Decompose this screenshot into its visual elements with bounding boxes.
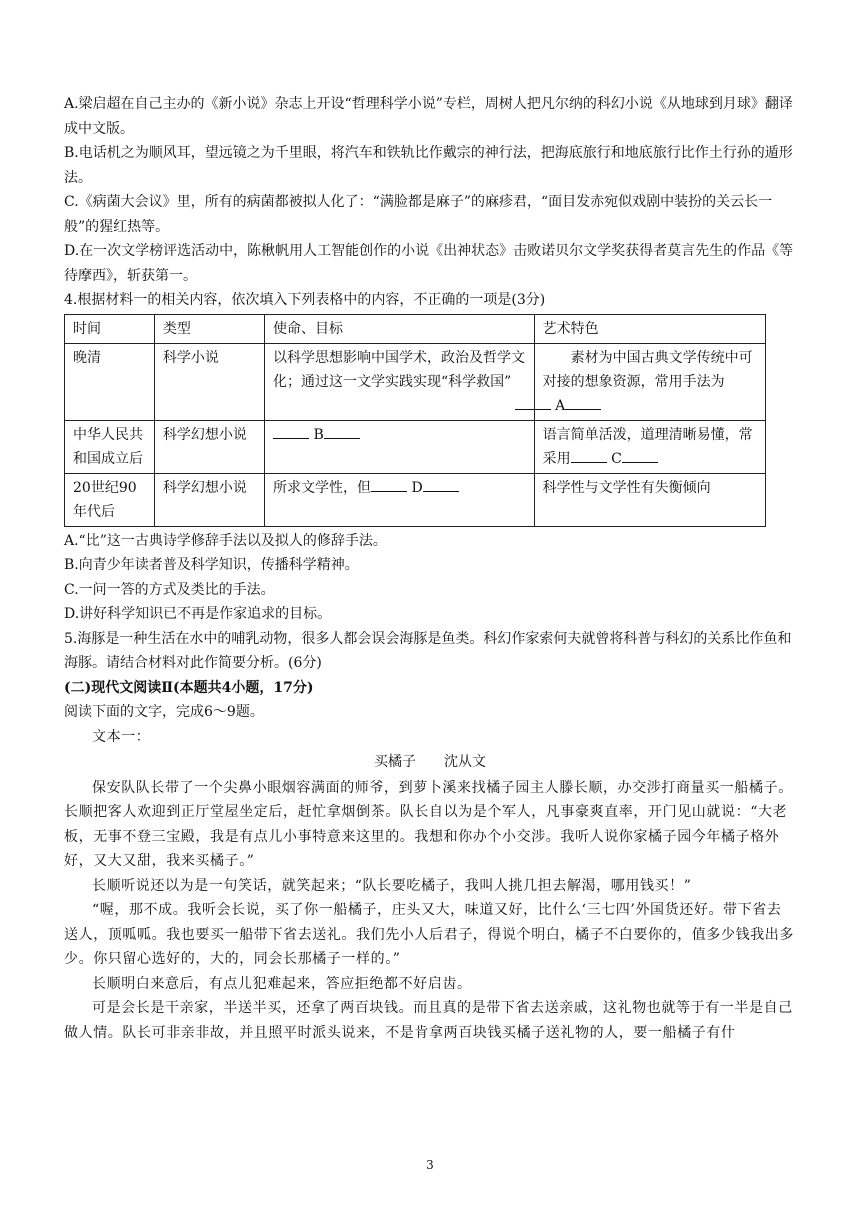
table-cell: 中华人民共和国成立后 [65, 420, 155, 473]
q4-option-b: B.向青少年读者普及科学知识，传播科学精神。 [64, 557, 359, 573]
table-cell: 科学幻想小说 [154, 420, 264, 473]
blank-line [565, 394, 601, 410]
blank-line [273, 423, 309, 439]
q4-option-a: A.“比”这一古典诗学修辞手法以及拟人的修辞手法。 [64, 532, 387, 549]
blank-label-a: A [555, 397, 566, 414]
blank-line [571, 447, 607, 463]
q4-table [64, 314, 766, 527]
story-paragraph: 保安队队长带了一个尖鼻小眼烟容满面的师爷，到萝卜溪来找橘子园主人滕长顺，办交涉打商量买一船橘子。长顺把客人欢迎到正厅堂屋坐定后，赶忙拿烟倒茶。队长自以为是个军人，凡事豪爽直率，开门见山就说：“大老板，无事不登三宝殿，我是有点儿小事特意来这里的。我想和你办个小交涉。我听人说你家橘子园今年橘子格外好，又大又甜，我来买橘子。” [64, 779, 793, 869]
q3-option-a: A.梁启超在自己主办的《新小说》杂志上开设“哲理科学小说”专栏，周树人把凡尔纳的科幻小说《从地球到月球》翻译成中文版。 [64, 96, 793, 137]
table-header-cell: 类型 [154, 314, 264, 343]
table-row [65, 420, 766, 473]
table-cell: 科学小说 [154, 343, 264, 420]
story-title: 买橘子 沈从文 [374, 754, 486, 770]
text-label: 文本一： [92, 728, 151, 745]
table-cell: 晚清 [65, 343, 155, 420]
document-page [64, 92, 796, 1045]
table-cell [534, 420, 765, 473]
table-header-cell: 艺术特色 [534, 314, 765, 343]
feature-text: 语言简单活泼，道理清晰易懂，常采用 [542, 426, 753, 467]
question-5: 5.海豚是一种生活在水中的哺乳动物，很多人都会误会海豚是鱼类。科幻作家索何夫就曾将科普与科幻的关系比作鱼和海豚。请结合材料对此作简要分析。(6分) [64, 630, 792, 671]
story-paragraph: “喔，那不成。我听会长说，买了你一船橘子，庄头又大，味道又好，比什么‘三七四’外国货还好。带下省去送人，顶呱呱。我也要买一船带下省去送礼。我们先小人后君子，得说个明白，橘子不白要你的，值多少钱我出多少。你只留心选好的，大的，同会长那橘子一样的。” [64, 902, 794, 967]
story-paragraph: 可是会长是干亲家，半送半买，还拿了两百块钱。而且真的是带下省去送亲戚，这礼物也就等于有一半是自己做人情。队长可非亲非故，并且照平时派头说来，不是肯拿两百块钱买橘子送礼物的人，要一船橘子有什 [64, 1000, 793, 1041]
page-number: 3 [426, 1158, 434, 1172]
section-instruction: 阅读下面的文字，完成6～9题。 [64, 704, 264, 720]
blank-label-b: B [313, 426, 324, 443]
table-cell: 20世纪90年代后 [65, 473, 155, 526]
table-row [65, 343, 766, 420]
blank-line [622, 447, 658, 463]
table-header-row [65, 314, 766, 343]
q4-options [64, 529, 796, 627]
blank-line [515, 394, 551, 410]
feature-text: 素材为中国古典文学传统中可对接的想象资源，常用手法为 [542, 349, 753, 390]
blank-line [324, 423, 360, 439]
q3-option-c: C.《病菌大会议》里，所有的病菌都被拟人化了：“满脸都是麻子”的麻疹君，“面目发赤宛似戏剧中装扮的关云长一般”的猩红热等。 [64, 194, 773, 235]
q3-option-d: D.在一次文学榜评选活动中，陈楸帆用人工智能创作的小说《出神状态》击败诺贝尔文学奖获得者莫言先生的作品《等待摩西》，斩获第一。 [64, 243, 794, 284]
q4-option-c: C.一问一答的方式及类比的手法。 [64, 581, 275, 598]
table-cell: 科学幻想小说 [154, 473, 264, 526]
table-row [65, 473, 766, 526]
table-header-cell: 时间 [65, 314, 155, 343]
blank-label-c: C [611, 450, 622, 467]
mission-text: 所求文学性，但 [272, 479, 371, 496]
table-cell [264, 473, 534, 526]
table-cell: 以科学思想影响中国学术，政治及哲学文化；通过这一文学实践实现“科学救国” [264, 343, 534, 420]
blank-line [423, 476, 459, 492]
table-cell: 科学性与文学性有失衡倾向 [534, 473, 765, 526]
table-cell [534, 343, 765, 420]
story-paragraph: 长顺听说还以为是一句笑话，就笑起来；“队长要吃橘子，我叫人挑几担去解渴，哪用钱买！” [92, 877, 692, 894]
section-title: (二)现代文阅读Ⅱ(本题共4小题，17分) [64, 679, 314, 696]
table-header-cell: 使命、目标 [264, 314, 534, 343]
story-body [64, 776, 796, 1046]
story-paragraph: 长顺明白来意后，有点儿犯难起来，答应拒绝都不好启齿。 [92, 975, 472, 992]
q3-options [64, 92, 796, 288]
blank-label-d: D [411, 479, 423, 496]
table-cell [264, 420, 534, 473]
q4-stem: 4.根据材料一的相关内容，依次填入下列表格中的内容，不正确的一项是(3分) [64, 292, 546, 308]
q3-option-b: B.电话机之为顺风耳，望远镜之为千里眼，将汽车和铁轨比作戴宗的神行法，把海底旅行和地底旅行比作土行孙的遁形法。 [64, 145, 793, 186]
q4-option-d: D.讲好科学知识已不再是作家追求的目标。 [64, 606, 332, 622]
blank-line [371, 476, 407, 492]
